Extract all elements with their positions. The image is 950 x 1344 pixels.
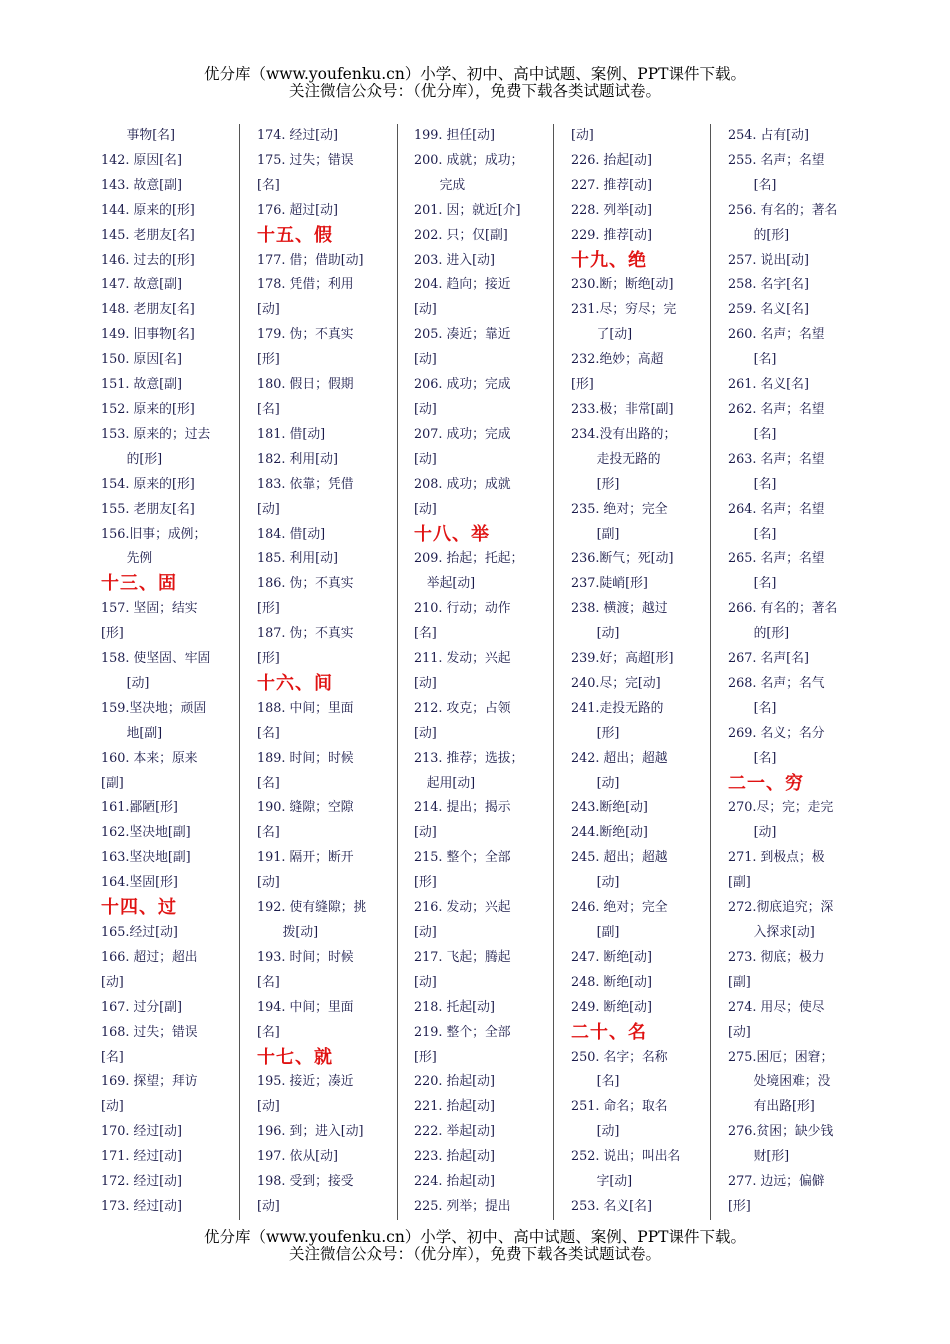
vocab-entry: 176. 超过[动] bbox=[257, 202, 338, 218]
vocab-entry: [名] bbox=[571, 1074, 620, 1090]
vocab-entry: 272.彻底追究；深 bbox=[728, 900, 834, 916]
vocab-entry: [形] bbox=[257, 352, 280, 368]
vocab-entry: 147. 故意[副] bbox=[101, 277, 182, 293]
vocab-entry: 173. 经过[动] bbox=[101, 1198, 182, 1214]
vocab-entry: [动] bbox=[571, 1124, 620, 1140]
vocab-entry: 270.尽；完；走完 bbox=[728, 800, 834, 816]
vocab-entry: 253. 名义[名] bbox=[571, 1198, 652, 1214]
vocab-entry: 218. 托起[动] bbox=[414, 999, 495, 1015]
vocab-entry: 160. 本来；原来 bbox=[101, 750, 198, 766]
vocab-entry: [名] bbox=[728, 526, 777, 542]
vocab-entry: 字[动] bbox=[571, 1174, 633, 1190]
vocab-entry: 265. 名声；名望 bbox=[728, 551, 825, 567]
vocab-entry: [动] bbox=[414, 401, 437, 417]
column-2 bbox=[257, 124, 383, 1220]
column-1 bbox=[101, 124, 227, 1220]
vocab-entry: 220. 抬起[动] bbox=[414, 1074, 495, 1090]
vocab-entry: 处境困难；没 bbox=[728, 1074, 831, 1090]
vocab-entry: 252. 说出；叫出名 bbox=[571, 1149, 681, 1165]
vocab-entry: 241.走投无路的 bbox=[571, 700, 664, 716]
vocab-entry: 事物[名] bbox=[101, 128, 175, 143]
vocab-entry: 182. 利用[动] bbox=[257, 451, 338, 467]
vocab-entry: 268. 名声；名气 bbox=[728, 675, 825, 691]
vocab-entry: [动] bbox=[257, 302, 280, 318]
vocab-entry: 170. 经过[动] bbox=[101, 1124, 182, 1140]
vocab-entry: [动] bbox=[101, 1099, 124, 1115]
vocab-entry: 232.绝妙；高超 bbox=[571, 352, 664, 368]
vocab-entry: 277. 边远；偏僻 bbox=[728, 1174, 825, 1190]
vocab-entry: 236.断气；死[动] bbox=[571, 551, 674, 567]
vocab-entry: 214. 提出；揭示 bbox=[414, 800, 511, 816]
vocab-entry: 195. 接近；凑近 bbox=[257, 1074, 354, 1090]
vocab-entry: 248. 断绝[动] bbox=[571, 974, 652, 990]
vocab-entry: 266. 有名的；著名 bbox=[728, 601, 838, 617]
vocab-entry: [动] bbox=[414, 302, 437, 318]
vocab-entry: [名] bbox=[728, 576, 777, 592]
vocab-entry: 242. 超出；超越 bbox=[571, 750, 668, 766]
vocab-entry: 226. 抬起[动] bbox=[571, 152, 652, 168]
vocab-entry: [副] bbox=[728, 875, 751, 891]
vocab-entry: 262. 名声；名望 bbox=[728, 401, 825, 417]
vocab-entry: [名] bbox=[101, 1049, 124, 1065]
vocab-entry: 244.断绝[动] bbox=[571, 825, 648, 841]
vocab-entry: 193. 时间；时候 bbox=[257, 949, 354, 965]
vocab-entry: [动] bbox=[728, 1024, 751, 1040]
vocab-entry: [形] bbox=[571, 725, 620, 741]
vocab-entry: 238. 横渡；越过 bbox=[571, 601, 668, 617]
column-divider bbox=[710, 124, 711, 1220]
vocab-entry: 259. 名义[名] bbox=[728, 302, 809, 318]
vocab-entry: [形] bbox=[257, 601, 280, 617]
vocab-entry: 172. 经过[动] bbox=[101, 1174, 182, 1190]
vocab-entry: [动] bbox=[414, 451, 437, 467]
vocab-entry: 235. 绝对；完全 bbox=[571, 501, 668, 517]
vocab-entry: 177. 借；借助[动] bbox=[257, 252, 364, 268]
vocab-entry: 246. 绝对；完全 bbox=[571, 900, 668, 916]
footer-banner-line1: 优分库（www.youfenku.cn）小学、初中、高中试题、案例、PPT课件下载。 bbox=[203, 1228, 747, 1246]
vocab-entry: 211. 发动；兴起 bbox=[414, 651, 511, 667]
vocab-entry: 190. 缝隙；空隙 bbox=[257, 800, 354, 816]
vocab-entry: 240.尽；完[动] bbox=[571, 675, 661, 691]
vocab-entry: 224. 抬起[动] bbox=[414, 1174, 495, 1190]
vocab-entry: 164.坚固[形] bbox=[101, 875, 178, 891]
vocab-entry: 257. 说出[动] bbox=[728, 252, 809, 268]
vocab-entry: [形] bbox=[728, 1198, 751, 1214]
vocab-entry: [动] bbox=[414, 675, 437, 691]
vocab-entry: 247. 断绝[动] bbox=[571, 949, 652, 965]
vocab-entry: [动] bbox=[414, 825, 437, 841]
vocab-entry: 194. 中间；里面 bbox=[257, 999, 354, 1015]
vocab-entry: 215. 整个；全部 bbox=[414, 850, 511, 866]
vocab-entry: 230.断；断绝[动] bbox=[571, 277, 674, 293]
vocab-entry: [名] bbox=[257, 1024, 280, 1040]
vocab-entry: 196. 到；进入[动] bbox=[257, 1124, 364, 1140]
vocab-entry: 229. 推荐[动] bbox=[571, 227, 652, 243]
vocab-entry: [名] bbox=[257, 974, 280, 990]
vocab-entry: [动] bbox=[571, 626, 620, 642]
vocab-entry: 192. 使有缝隙；挑 bbox=[257, 900, 367, 916]
vocab-entry: 274. 用尽；使尽 bbox=[728, 999, 825, 1015]
vocab-entry: 198. 受到；接受 bbox=[257, 1174, 354, 1190]
vocab-entry: 233.极；非常[副] bbox=[571, 401, 674, 417]
vocab-entry: [名] bbox=[728, 750, 777, 766]
vocab-entry: 250. 名字；名称 bbox=[571, 1049, 668, 1065]
section-heading: 十八、举 bbox=[414, 523, 490, 545]
vocab-entry: 181. 借[动] bbox=[257, 426, 326, 442]
vocab-entry: 171. 经过[动] bbox=[101, 1149, 182, 1165]
vocab-entry: 145. 老朋友[名] bbox=[101, 227, 195, 243]
vocab-entry: [形] bbox=[571, 476, 620, 492]
vocab-entry: 256. 有名的；著名 bbox=[728, 202, 838, 218]
vocab-entry: 203. 进入[动] bbox=[414, 252, 495, 268]
header-banner bbox=[0, 66, 950, 100]
vocab-entry: [名] bbox=[257, 177, 280, 193]
vocab-entry: 264. 名声；名望 bbox=[728, 501, 825, 517]
vocab-entry: 179. 伪；不真实 bbox=[257, 327, 354, 343]
vocab-entry: [动] bbox=[257, 501, 280, 517]
vocab-entry: 148. 老朋友[名] bbox=[101, 302, 195, 318]
section-heading: 十九、绝 bbox=[571, 249, 647, 271]
vocab-entry: 243.断绝[动] bbox=[571, 800, 648, 816]
vocab-entry: 的[形] bbox=[101, 451, 163, 467]
vocab-entry: 184. 借[动] bbox=[257, 526, 326, 542]
vocab-entry: [动] bbox=[414, 974, 437, 990]
vocab-entry: [动] bbox=[257, 875, 280, 891]
vocab-entry: 153. 原来的；过去 bbox=[101, 426, 211, 442]
vocab-entry: 199. 担任[动] bbox=[414, 128, 495, 143]
vocab-entry: [动] bbox=[257, 1099, 280, 1115]
vocab-entry: 261. 名义[名] bbox=[728, 377, 809, 393]
vocab-entry: 拨[动] bbox=[257, 925, 319, 940]
vocab-entry: 的[形] bbox=[728, 227, 790, 243]
vocab-entry: 174. 经过[动] bbox=[257, 128, 338, 143]
vocab-entry: 144. 原来的[形] bbox=[101, 202, 195, 218]
footer-banner bbox=[0, 1229, 950, 1263]
vocab-entry: [动] bbox=[571, 775, 620, 791]
vocab-entry: [形] bbox=[571, 377, 594, 393]
vocab-entry: 152. 原来的[形] bbox=[101, 401, 195, 417]
vocab-entry: 200. 成就；成功； bbox=[414, 152, 524, 168]
vocab-entry: 163.坚决地[副] bbox=[101, 850, 191, 866]
vocab-entry: 了[动] bbox=[571, 327, 633, 343]
column-divider bbox=[397, 124, 398, 1220]
column-4 bbox=[571, 124, 697, 1220]
vocab-entry: 213. 推荐；选拔； bbox=[414, 750, 524, 766]
vocab-entry: 189. 时间；时候 bbox=[257, 750, 354, 766]
vocab-entry: 举起[动] bbox=[414, 576, 476, 592]
vocab-entry: [动] bbox=[571, 875, 620, 891]
vocab-entry: [副] bbox=[101, 775, 124, 791]
vocab-entry: 207. 成功；完成 bbox=[414, 426, 511, 442]
vocab-entry: [名] bbox=[728, 177, 777, 193]
vocab-entry: 180. 假日；假期 bbox=[257, 377, 354, 393]
vocab-entry: 221. 抬起[动] bbox=[414, 1099, 495, 1115]
vocab-entry: [形] bbox=[257, 651, 280, 667]
vocab-entry: 204. 趋向；接近 bbox=[414, 277, 511, 293]
vocab-entry: 158. 使坚固、牢固 bbox=[101, 651, 211, 667]
vocab-entry: 276.贫困；缺少钱 bbox=[728, 1124, 834, 1140]
vocab-entry: 249. 断绝[动] bbox=[571, 999, 652, 1015]
section-heading: 十五、假 bbox=[257, 224, 333, 246]
vocab-entry: [名] bbox=[728, 352, 777, 368]
vocab-entry: [名] bbox=[728, 476, 777, 492]
vocab-entry: 146. 过去的[形] bbox=[101, 252, 195, 268]
vocab-entry: 168. 过失；错误 bbox=[101, 1024, 198, 1040]
vocab-entry: 209. 抬起；托起； bbox=[414, 551, 524, 567]
vocab-entry: 157. 坚固；结实 bbox=[101, 601, 198, 617]
vocab-entry: 201. 因；就近[介] bbox=[414, 202, 521, 218]
vocab-entry: 255. 名声；名望 bbox=[728, 152, 825, 168]
vocab-entry: 165.经过[动] bbox=[101, 925, 178, 940]
vocab-entry: [名] bbox=[257, 401, 280, 417]
vocab-entry: [动] bbox=[414, 725, 437, 741]
vocab-entry: 234.没有出路的； bbox=[571, 426, 677, 442]
vocab-entry: 149. 旧事物[名] bbox=[101, 327, 195, 343]
vocab-entry: 186. 伪；不真实 bbox=[257, 576, 354, 592]
vocab-entry: 219. 整个；全部 bbox=[414, 1024, 511, 1040]
vocab-entry: 183. 依靠；凭借 bbox=[257, 476, 354, 492]
vocab-entry: 166. 超过；超出 bbox=[101, 949, 198, 965]
section-heading: 二十、名 bbox=[571, 1021, 647, 1043]
vocab-entry: 起用[动] bbox=[414, 775, 476, 791]
vocab-entry: 212. 攻克；占领 bbox=[414, 700, 511, 716]
vocab-entry: [名] bbox=[728, 426, 777, 442]
section-heading: 二一、穷 bbox=[728, 772, 804, 794]
vocab-entry: 167. 过分[副] bbox=[101, 999, 182, 1015]
vocab-entry: 走投无路的 bbox=[571, 451, 661, 467]
vocab-entry: 206. 成功；完成 bbox=[414, 377, 511, 393]
vocab-entry: 202. 只；仅[副] bbox=[414, 227, 508, 243]
vocab-entry: 267. 名声[名] bbox=[728, 651, 809, 667]
vocab-entry: [动] bbox=[101, 675, 150, 691]
section-heading: 十七、就 bbox=[257, 1046, 333, 1068]
vocab-entry: 222. 举起[动] bbox=[414, 1124, 495, 1140]
vocab-entry: 271. 到极点；极 bbox=[728, 850, 825, 866]
vocab-entry: [形] bbox=[414, 1049, 437, 1065]
vocab-entry: 273. 彻底；极力 bbox=[728, 949, 825, 965]
section-heading: 十三、固 bbox=[101, 573, 177, 595]
vocab-entry: 162.坚决地[副] bbox=[101, 825, 191, 841]
footer-banner-line2: 关注微信公众号：（优分库），免费下载各类试题试卷。 bbox=[288, 1245, 661, 1263]
vocab-entry: 269. 名义；名分 bbox=[728, 725, 825, 741]
vocab-entry: [动] bbox=[728, 825, 777, 841]
vocab-entry: [动] bbox=[571, 128, 594, 143]
vocab-entry: 155. 老朋友[名] bbox=[101, 501, 195, 517]
vocab-entry: 187. 伪；不真实 bbox=[257, 626, 354, 642]
vocab-entry: 228. 列举[动] bbox=[571, 202, 652, 218]
vocab-entry: [名] bbox=[414, 626, 437, 642]
column-divider bbox=[553, 124, 554, 1220]
vocab-entry: 142. 原因[名] bbox=[101, 152, 182, 168]
vocab-entry: 154. 原来的[形] bbox=[101, 476, 195, 492]
vocab-entry: 159.坚决地；顽固 bbox=[101, 700, 207, 716]
vocab-entry: [动] bbox=[414, 352, 437, 368]
vocab-entry: 260. 名声；名望 bbox=[728, 327, 825, 343]
vocab-entry: 地[副] bbox=[101, 725, 163, 741]
vocab-entry: 入探求[动] bbox=[728, 925, 815, 940]
section-heading: 十六、间 bbox=[257, 672, 333, 694]
vocab-entry: 有出路[形] bbox=[728, 1099, 815, 1115]
vocab-entry: [名] bbox=[257, 825, 280, 841]
section-heading: 十四、过 bbox=[101, 897, 177, 919]
vocab-entry: [动] bbox=[414, 501, 437, 517]
vocab-entry: 财[形] bbox=[728, 1149, 790, 1165]
vocab-entry: [名] bbox=[728, 700, 777, 716]
vocab-entry: 239.好；高超[形] bbox=[571, 651, 674, 667]
vocab-entry: [副] bbox=[571, 526, 620, 542]
vocab-entry: 205. 凑近；靠近 bbox=[414, 327, 511, 343]
vocab-entry: [副] bbox=[571, 925, 620, 940]
vocab-entry: 225. 列举；提出 bbox=[414, 1198, 511, 1214]
vocab-entry: [形] bbox=[101, 626, 124, 642]
vocab-entry: 的[形] bbox=[728, 626, 790, 642]
vocab-entry: 191. 隔开；断开 bbox=[257, 850, 354, 866]
vocab-entry: 169. 探望；拜访 bbox=[101, 1074, 198, 1090]
vocab-entry: 143. 故意[副] bbox=[101, 177, 182, 193]
vocab-entry: 175. 过失；错误 bbox=[257, 152, 354, 168]
vocab-entry: 197. 依从[动] bbox=[257, 1149, 338, 1165]
header-banner-line1: 优分库（www.youfenku.cn）小学、初中、高中试题、案例、PPT课件下载。 bbox=[203, 65, 747, 83]
vocab-entry: 231.尽；穷尽；完 bbox=[571, 302, 677, 318]
vocab-entry: 237.陡峭[形] bbox=[571, 576, 648, 592]
column-5 bbox=[728, 124, 854, 1220]
vocab-entry: [名] bbox=[257, 775, 280, 791]
vocab-entry: 208. 成功；成就 bbox=[414, 476, 511, 492]
vocab-entry: [形] bbox=[414, 875, 437, 891]
vocab-entry: 210. 行动；动作 bbox=[414, 601, 511, 617]
vocab-entry: 251. 命名；取名 bbox=[571, 1099, 668, 1115]
vocab-entry: 156.旧事；成例； bbox=[101, 526, 207, 542]
header-banner-line2: 关注微信公众号：（优分库），免费下载各类试题试卷。 bbox=[288, 82, 661, 100]
column-divider bbox=[239, 124, 240, 1220]
vocab-entry: 227. 推荐[动] bbox=[571, 177, 652, 193]
vocab-entry: 完成 bbox=[414, 177, 466, 193]
vocab-entry: 216. 发动；兴起 bbox=[414, 900, 511, 916]
vocab-entry: 150. 原因[名] bbox=[101, 352, 182, 368]
vocab-entry: [动] bbox=[101, 974, 124, 990]
vocab-entry: 217. 飞起；腾起 bbox=[414, 949, 511, 965]
vocab-entry: 161.鄙陋[形] bbox=[101, 800, 178, 816]
vocab-entry: 258. 名字[名] bbox=[728, 277, 809, 293]
vocab-entry: 223. 抬起[动] bbox=[414, 1149, 495, 1165]
vocab-entry: 188. 中间；里面 bbox=[257, 700, 354, 716]
vocab-entry: 275.困厄；困窘； bbox=[728, 1049, 834, 1065]
vocab-entry: 254. 占有[动] bbox=[728, 128, 809, 143]
vocab-entry: 245. 超出；超越 bbox=[571, 850, 668, 866]
vocab-entry: 先例 bbox=[101, 551, 153, 567]
vocab-entry: 178. 凭借；利用 bbox=[257, 277, 354, 293]
vocab-entry: [动] bbox=[257, 1198, 280, 1214]
vocab-entry: 185. 利用[动] bbox=[257, 551, 338, 567]
vocab-entry: 263. 名声；名望 bbox=[728, 451, 825, 467]
column-3 bbox=[414, 124, 540, 1220]
vocab-entry: [名] bbox=[257, 725, 280, 741]
vocab-entry: 151. 故意[副] bbox=[101, 377, 182, 393]
vocab-entry: [副] bbox=[728, 974, 751, 990]
vocab-entry: [动] bbox=[414, 925, 437, 940]
